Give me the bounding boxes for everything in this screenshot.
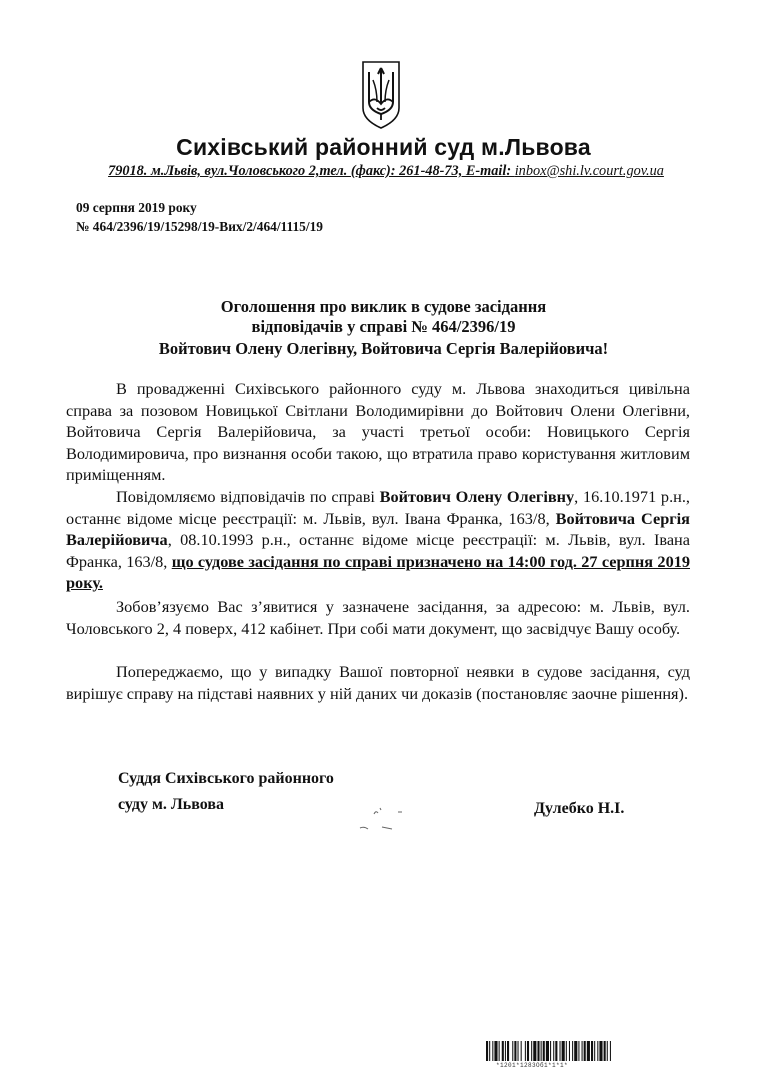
hearing-date: що судове засідання по справі призначено на 14:00 год. 27 серпня 2019 року.	[66, 551, 690, 593]
barcode-bar	[541, 1041, 542, 1061]
barcode-bar	[584, 1041, 586, 1061]
defendant-1-details: , 16.10.1971 р.н., останнє відоме місце реєстрації: м. Львів, вул. Івана Франка, 163/8,	[66, 487, 690, 528]
barcode-bar	[560, 1041, 561, 1061]
barcode-bar	[507, 1041, 509, 1061]
barcode-bar	[512, 1041, 513, 1061]
barcode-bar	[492, 1041, 493, 1061]
barcode-icon	[486, 1041, 738, 1061]
barcode-bar	[572, 1041, 573, 1061]
barcode-bar	[550, 1041, 551, 1061]
barcode-bar	[546, 1041, 549, 1061]
barcode-bar	[514, 1041, 516, 1061]
address-text: 79018. м.Львів, вул.Чоловського 2,тел. (факс): 261-48-73, E-mail:	[108, 163, 515, 179]
document-date: 09 серпня 2019 року	[76, 200, 197, 215]
court-address	[74, 163, 698, 180]
barcode-bar	[533, 1041, 536, 1061]
barcode-bar	[486, 1041, 488, 1061]
title-line-3: Войтович Олену Олегівну, Войтовича Сергія Валерійовича!	[158, 339, 609, 358]
barcode-bar	[599, 1041, 602, 1061]
tryzub-emblem-icon	[359, 58, 403, 130]
defendant-1-name: Войтович Олену Олегівну	[379, 487, 575, 506]
barcode-bar	[566, 1041, 567, 1061]
barcode-bar	[562, 1041, 565, 1061]
barcode-bar	[591, 1041, 593, 1061]
barcode-bar	[587, 1041, 590, 1061]
barcode-bar	[569, 1041, 570, 1061]
judge-name: Дулебко Н.І.	[534, 800, 625, 817]
barcode-bar	[610, 1041, 611, 1061]
judge-title-line-1: Суддя Сихівського районного	[118, 770, 334, 787]
court-email: inbox@shi.lv.court.gov.ua	[514, 163, 664, 179]
barcode-bar	[499, 1041, 500, 1061]
title-line-1: Оголошення про виклик в судове засідання	[220, 297, 547, 316]
judge-title-line-2: суду м. Львова	[118, 796, 225, 813]
barcode-bar	[574, 1041, 577, 1061]
barcode-bar	[594, 1041, 595, 1061]
barcode-bar	[502, 1041, 504, 1061]
barcode-bar	[578, 1041, 579, 1061]
defendant-2-details: , 08.10.1993 р.н., останнє відоме місце реєстрації: м. Львів, вул. Івана Франка, 163/8,	[66, 530, 690, 571]
barcode-bar	[604, 1041, 606, 1061]
barcode-bar	[525, 1041, 526, 1061]
barcode-bar	[518, 1041, 519, 1061]
barcode-bar	[494, 1041, 497, 1061]
barcode-bar	[527, 1041, 529, 1061]
paragraph-warning: Попереджаємо, що у випадку Вашої повторної неявки в судове засідання, суд вирішує справу на підставі наявних у ній даних чи доказів (постановляє заочне рішення).	[66, 662, 690, 703]
barcode-bar	[505, 1041, 506, 1061]
paragraph-obligation: Зобов’язуємо Вас з’явитися у зазначене засідання, за адресою: м. Львів, вул. Чоловського 2, 4 поверх, 412 кабінет. При собі мати документ, що засвідчує Вашу особу.	[66, 597, 690, 638]
title-line-2: відповідачів у справі № 464/2396/19	[251, 317, 516, 336]
paragraph-notification	[66, 486, 690, 594]
court-name: Сихівський районний суд м.Львова	[176, 134, 591, 160]
defendant-2-name: Войтовича Сергія Валерійовича	[66, 508, 690, 550]
barcode-bar	[555, 1041, 557, 1061]
notification-intro: Повідомляємо відповідачів по справі	[116, 487, 380, 506]
barcode-bar	[543, 1041, 545, 1061]
barcode-bar	[597, 1041, 598, 1061]
barcode-bar	[531, 1041, 532, 1061]
paragraph-case-description: В провадженні Сихівського районного суду м. Львова знаходиться цивільна справа за позовом Новицької Світлани Володимирівни до Войтович Олени Олегівни, Войтовича Сергія Валерійовича, за участі третьої особи: Новицького Сергія Володимировича, про визнання особи такою, що втратила право користування житловим приміщенням.	[66, 379, 690, 485]
barcode-bar	[553, 1041, 554, 1061]
barcode-bar	[489, 1041, 490, 1061]
barcode-bar	[521, 1041, 522, 1061]
signature-mark	[352, 800, 412, 836]
outgoing-number: № 464/2396/19/15298/19-Вих/2/464/1115/19	[76, 219, 323, 234]
barcode-bar	[582, 1041, 583, 1061]
barcode-number: *1201*1283Об1*1*1*	[496, 1062, 569, 1069]
barcode-bar	[607, 1041, 608, 1061]
barcode-bar	[537, 1041, 539, 1061]
